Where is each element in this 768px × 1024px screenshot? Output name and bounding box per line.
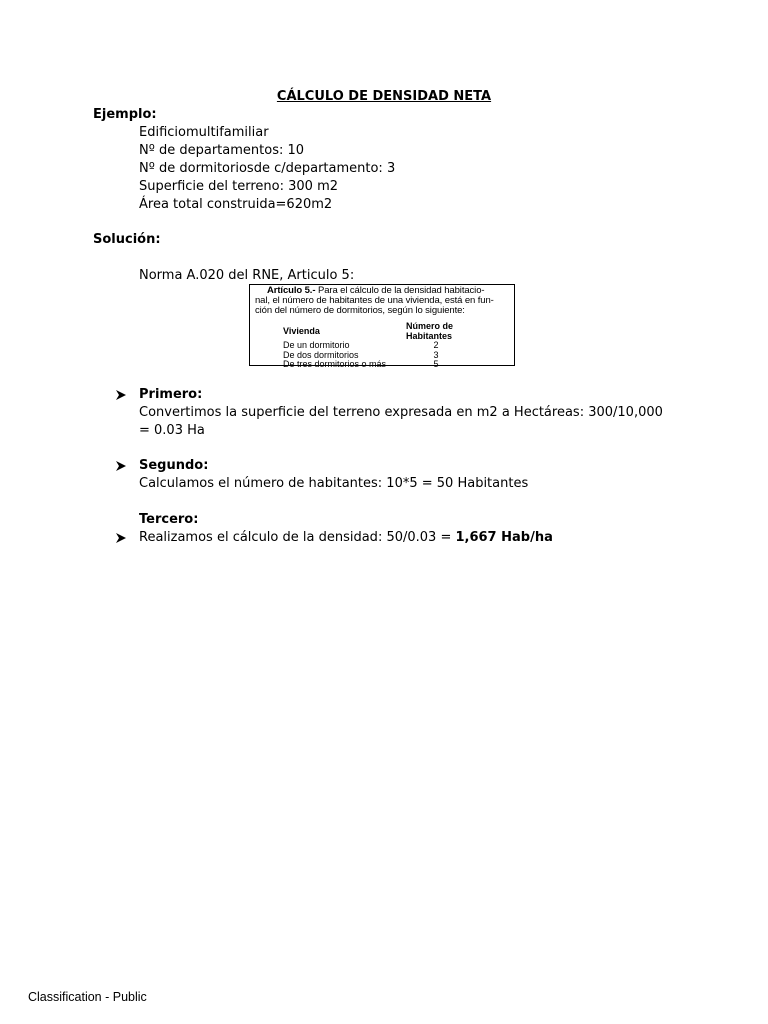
article-text-line: Para el cálculo de la densidad habitacio- [315, 285, 485, 296]
norma-label: Norma A.020 del RNE, Articulo 5: [139, 268, 355, 283]
table-cell: 3 [433, 349, 439, 360]
tercero-text: Realizamos el cálculo de la densidad: 50/0.03 = [139, 530, 456, 545]
ejemplo-label: Ejemplo: [93, 107, 157, 122]
tercero-text-line [139, 529, 669, 547]
table-cell: De tres dormitorios o más [283, 359, 387, 369]
table-cell: De un dormitorio [283, 340, 350, 350]
tercero-label: Tercero: [139, 512, 199, 527]
article-paragraph [255, 286, 509, 316]
table-header-row [283, 322, 486, 341]
table-header: Vivienda [283, 325, 320, 336]
article-heading: Artículo 5.- [267, 285, 316, 296]
ejemplo-item: Nº de dormitoriosde c/departamento: 3 [139, 161, 396, 176]
ejemplo-list [139, 124, 395, 214]
habitantes-table [283, 322, 486, 370]
table-row [283, 360, 486, 370]
arrow-bullet-icon [115, 389, 127, 401]
arrow-bullet-icon [115, 532, 127, 544]
table-cell: 5 [433, 359, 439, 369]
classification-footer: Classification - Public [28, 990, 147, 1004]
arrow-bullet-icon [115, 460, 127, 472]
ejemplo-item: Nº de departamentos: 10 [139, 143, 305, 158]
primero-label: Primero: [139, 387, 203, 402]
table-cell: De dos dormitorios [283, 349, 359, 360]
page-title: CÁLCULO DE DENSIDAD NETA [276, 89, 492, 104]
primero-text: Convertimos la superficie del terreno expresada en m2 a Hectáreas: 300/10,000 = 0.03 Ha [139, 405, 663, 438]
article-text-line: nal, el número de habitantes de una vivienda, está en fun- [255, 295, 494, 306]
norma-article-image [249, 284, 515, 369]
ejemplo-item: Edificiomultifamiliar [139, 125, 269, 140]
table-header: Número de Habitantes [406, 321, 454, 341]
article-text-line: ción del número de dormitorios, según lo siguiente: [255, 305, 465, 316]
ejemplo-item: Área total construida=620m2 [139, 197, 333, 212]
table-cell: 2 [433, 340, 439, 350]
segundo-text: Calculamos el número de habitantes: 10*5 = 50 Habitantes [139, 476, 529, 491]
ejemplo-item: Superficie del terreno: 300 m2 [139, 179, 339, 194]
segundo-label: Segundo: [139, 458, 209, 473]
density-result: 1,667 Hab/ha [455, 530, 553, 545]
solucion-label: Solución: [93, 232, 161, 247]
